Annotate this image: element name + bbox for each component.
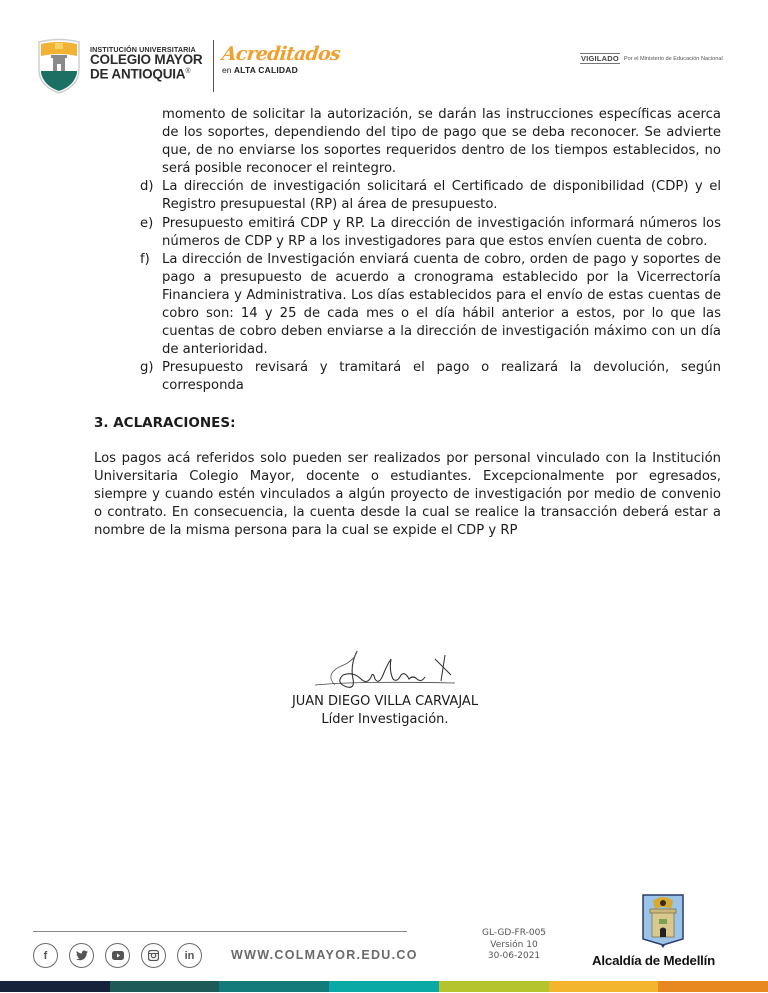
- list-item-g: [94, 359, 721, 395]
- linkedin-glyph: in: [184, 949, 195, 962]
- document-date: 30-06-2021: [487, 951, 541, 961]
- footer-color-bar: [0, 981, 768, 992]
- color-bar-segment: [549, 981, 659, 992]
- list-marker: e): [140, 215, 154, 231]
- document-version: Versión 10: [490, 939, 538, 950]
- footer-divider: [33, 931, 407, 932]
- institution-type: INSTITUCIÓN UNIVERSITARIA: [90, 45, 196, 54]
- institution-line-1: COLEGIO MAYOR: [90, 52, 203, 67]
- vigilado-badge: [580, 53, 723, 64]
- list-item-text: La dirección de investigación solicitará el Certificado de disponibilidad (CDP) y el Registro presupuestal (RP) al área de presupuesto.: [162, 179, 721, 213]
- document-body: [94, 106, 721, 540]
- list-item-text: Presupuesto revisará y tramitará el pago o realizará la devolución, según corresponda: [162, 360, 721, 394]
- vigilado-text: Por el Ministerio de Educación Nacional: [623, 55, 723, 62]
- website-link[interactable]: WWW.COLMAYOR.EDU.CO: [231, 948, 418, 962]
- handwritten-signature: [295, 645, 475, 693]
- list-item-text: momento de solicitar la autorización, se darán las instrucciones específicas acerca de los soportes, dependiendo del tipo de pago que se deba reconocer. Se advierte que, de no enviarse los soportes requeridos dentro de los tiempos establecidos, no será posible reconocer el reintegro.: [162, 107, 721, 177]
- accreditation-logo: [222, 44, 340, 76]
- instagram-icon[interactable]: [141, 943, 166, 968]
- signer-role: Líder Investigación.: [321, 712, 449, 727]
- institution-line-2: DE ANTIOQUIA: [90, 66, 186, 82]
- accreditation-script: Acreditados: [220, 43, 342, 65]
- list-item-d: [94, 178, 721, 214]
- list-marker: d): [140, 179, 154, 195]
- twitter-icon[interactable]: [69, 943, 94, 968]
- color-bar-segment: [110, 981, 220, 992]
- color-bar-segment: [0, 981, 110, 992]
- list-item-text: Presupuesto emitirá CDP y RP. La dirección de investigación informará números los números de CDP y RP a los investigadores para que estos envíen cuenta de cobro.: [162, 215, 721, 249]
- list-item-e: [94, 215, 721, 251]
- alcaldia-shield-logo: [641, 893, 685, 949]
- page-header: [0, 0, 768, 100]
- vigilado-label: VIGILADO: [581, 54, 619, 63]
- accreditation-prefix: en: [222, 65, 232, 75]
- registered-mark: ®: [185, 68, 191, 75]
- alcaldia-name: Alcaldía de Medellín: [592, 953, 716, 968]
- instagram-camera: [148, 950, 159, 961]
- facebook-icon[interactable]: [33, 943, 58, 968]
- section-heading: 3. ACLARACIONES:: [94, 414, 236, 431]
- list-item-f: [94, 251, 721, 360]
- social-links: [33, 943, 202, 968]
- list-marker: g): [140, 360, 154, 376]
- document-info: [470, 928, 558, 963]
- signer-name: JUAN DIEGO VILLA CARVAJAL: [291, 694, 479, 709]
- accreditation-sub: ALTA CALIDAD: [233, 65, 298, 75]
- linkedin-icon[interactable]: [177, 943, 202, 968]
- twitter-bird: [76, 950, 88, 961]
- color-bar-segment: [219, 981, 329, 992]
- color-bar-segment: [658, 981, 768, 992]
- list-item-text: La dirección de Investigación enviará cuenta de cobro, orden de pago y soportes de pago a presupuesto de acuerdo a cronograma establecido por la Vicerrectoría Financiera y Administrativa. Los días establecidos para el envío de estas cuentas de cobro son: 14 y 25 de cada mes o el día hábil anterior a estos, por lo que las cuentas de cobro deben enviarse a la dirección de investigación máximo con un día de anterioridad.: [162, 251, 721, 358]
- youtube-icon[interactable]: [105, 943, 130, 968]
- facebook-glyph: f: [43, 949, 48, 962]
- color-bar-segment: [329, 981, 439, 992]
- header-divider: [213, 40, 214, 92]
- youtube-play: [112, 951, 124, 960]
- colegio-mayor-shield-logo: [36, 38, 82, 94]
- document-code: GL-GD-FR-005: [481, 928, 547, 938]
- color-bar-segment: [439, 981, 549, 992]
- institution-name: [90, 45, 202, 81]
- section-paragraph: Los pagos acá referidos solo pueden ser realizados por personal vinculado con la Institución Universitaria Colegio Mayor, docente o estudiantes. Excepcionalmente por egresados, siempre y cuando estén vinculados a algún proyecto de investigación por medio de convenio o contrato. En consecuencia, la cuenta desde la cual se realice la transacción deberá estar a nombre de la misma persona para la cual se expide el CDP y RP: [94, 450, 721, 538]
- list-marker: f): [140, 251, 150, 267]
- list-item-continuation: [94, 106, 721, 178]
